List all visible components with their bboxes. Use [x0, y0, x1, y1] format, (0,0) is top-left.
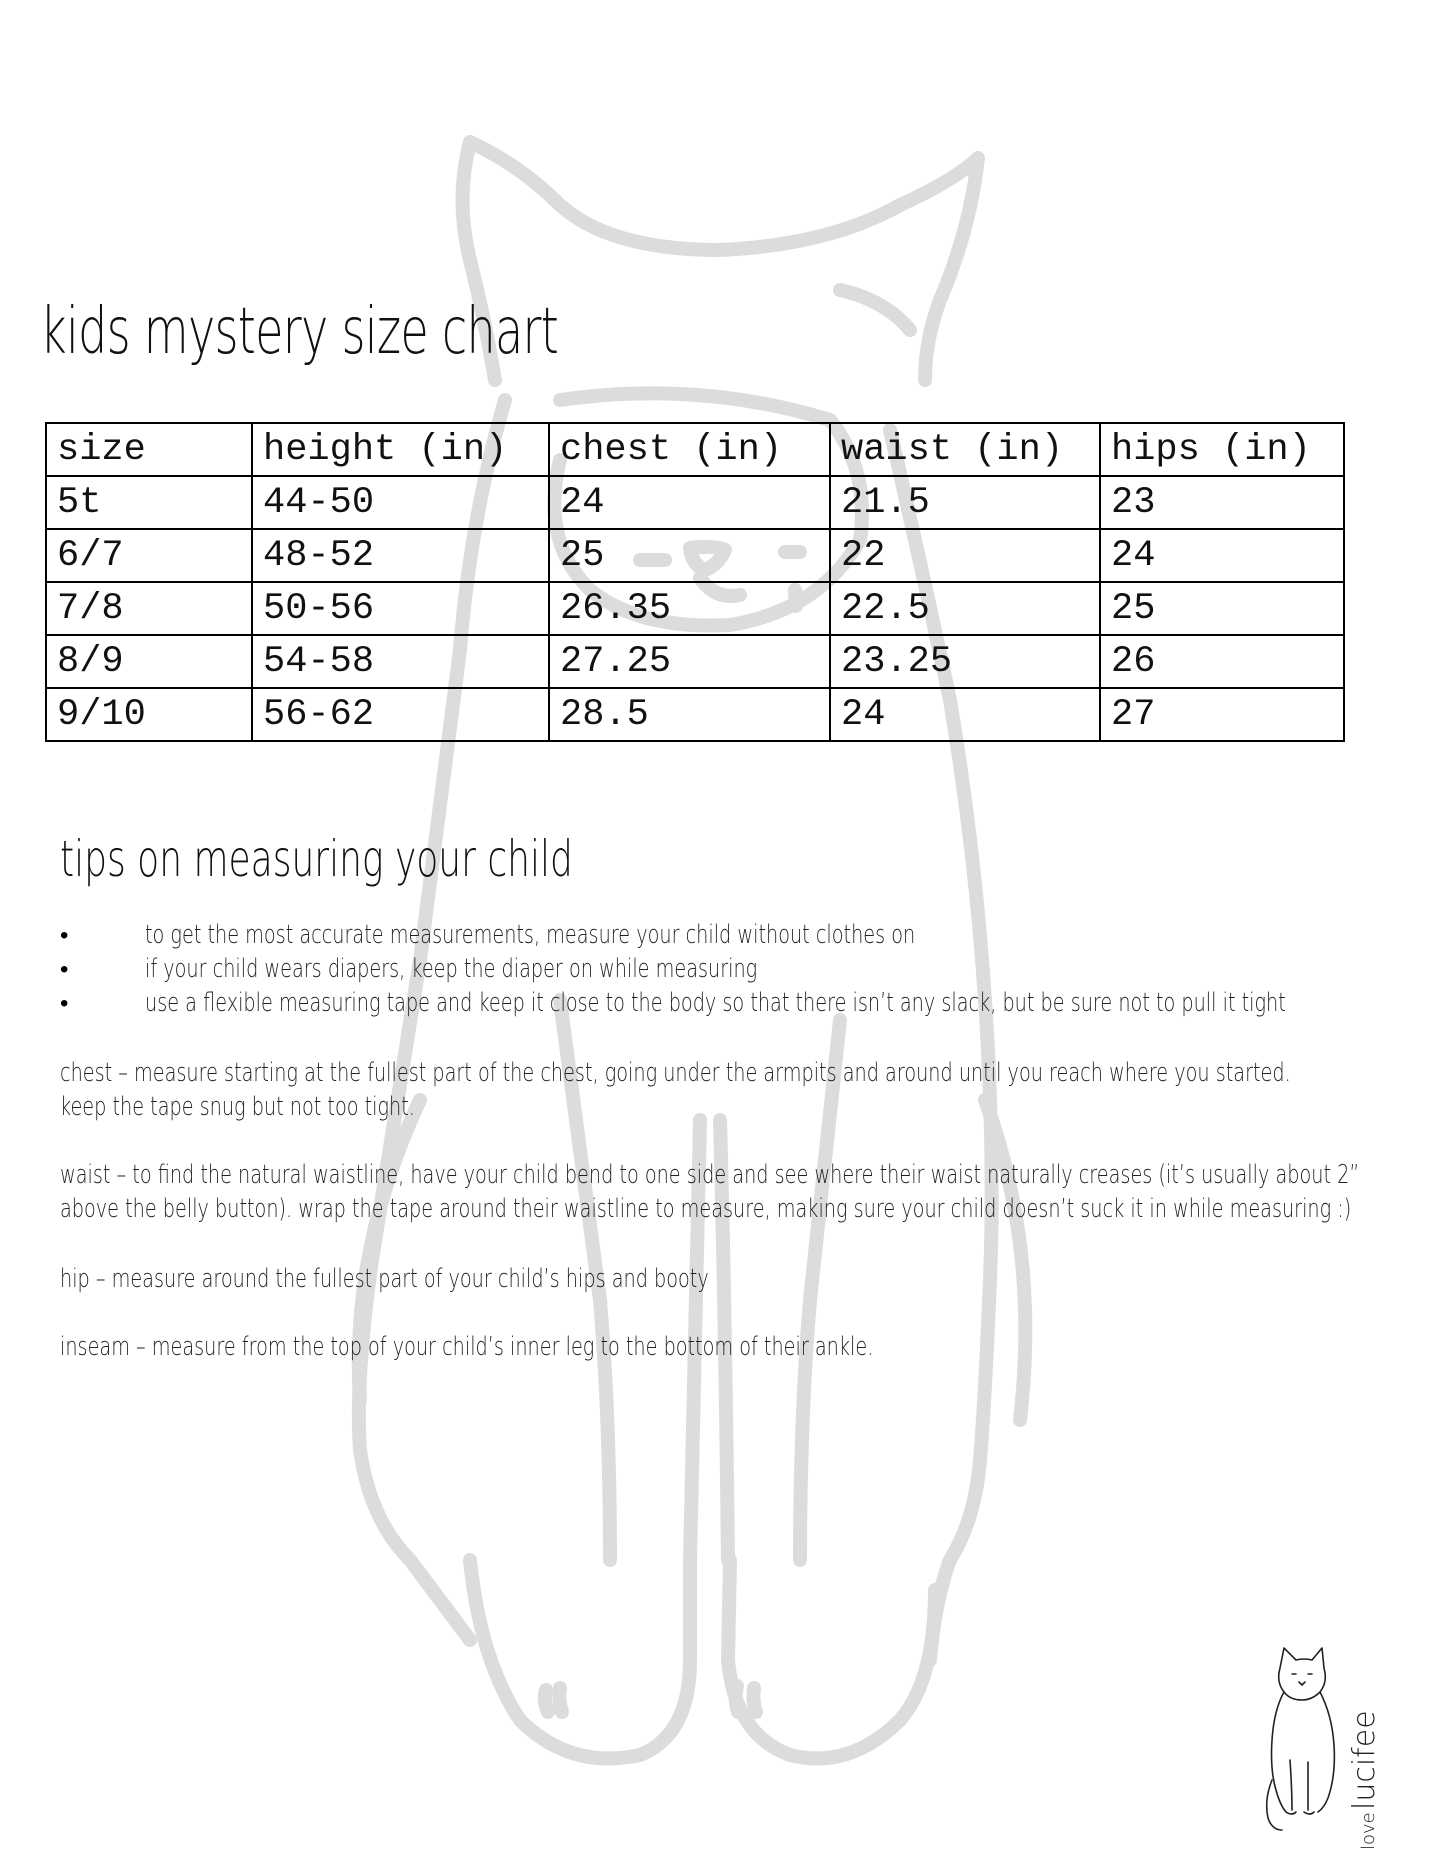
cell-waist: 24 — [830, 688, 1100, 741]
bullet-icon: • — [60, 989, 69, 1017]
tip-text: use a flexible measuring tape and keep it close to the body so that there isn’t any slack, but be sure not to pull it tight — [145, 988, 1286, 1018]
cell-waist: 23.25 — [830, 635, 1100, 688]
table-row — [46, 529, 1344, 582]
cell-waist: 22.5 — [830, 582, 1100, 635]
brand-name-text: lucifee — [1347, 1710, 1382, 1810]
cell-size: 6/7 — [46, 529, 252, 582]
tip-text: to get the most accurate measurements, measure your child without clothes on — [145, 920, 916, 950]
brand-love-text: love — [1358, 1812, 1379, 1850]
table-row — [46, 635, 1344, 688]
chest-line-1: chest – measure starting at the fullest part of the chest, going under the armpits and around until you reach where you started. — [60, 1058, 1291, 1088]
page-title: kids mystery size chart — [40, 295, 559, 369]
cell-height: 50-56 — [252, 582, 549, 635]
brand-logo — [1262, 1640, 1402, 1855]
cell-chest: 27.25 — [549, 635, 830, 688]
waist-line-2: above the belly button). wrap the tape around their waistline to measure, making sure your child doesn’t suck it in while measuring :) — [60, 1194, 1352, 1224]
table-row — [46, 688, 1344, 741]
tip-text: if your child wears diapers, keep the diaper on while measuring — [145, 954, 758, 984]
inseam-instructions — [60, 1330, 1392, 1364]
size-chart-table — [45, 422, 1345, 742]
cell-hips: 27 — [1100, 688, 1344, 741]
table-header-row — [46, 423, 1344, 476]
cell-hips: 24 — [1100, 529, 1344, 582]
bullet-icon: • — [60, 921, 69, 949]
cell-height: 48-52 — [252, 529, 549, 582]
table-row — [46, 582, 1344, 635]
chest-instructions — [60, 1056, 1392, 1124]
cell-height: 54-58 — [252, 635, 549, 688]
header-height: height (in) — [252, 423, 549, 476]
cell-chest: 24 — [549, 476, 830, 529]
cell-size: 8/9 — [46, 635, 252, 688]
header-waist: waist (in) — [830, 423, 1100, 476]
table-row — [46, 476, 1344, 529]
inseam-line: inseam – measure from the top of your child’s inner leg to the bottom of their ankle. — [60, 1332, 874, 1362]
header-size: size — [46, 423, 252, 476]
cell-size: 7/8 — [46, 582, 252, 635]
waist-instructions — [60, 1158, 1392, 1226]
cell-height: 56-62 — [252, 688, 549, 741]
cell-chest: 28.5 — [549, 688, 830, 741]
cell-hips: 26 — [1100, 635, 1344, 688]
header-hips: hips (in) — [1100, 423, 1344, 476]
cell-chest: 25 — [549, 529, 830, 582]
chest-line-2: keep the tape snug but not too tight. — [60, 1092, 415, 1122]
cell-size: 5t — [46, 476, 252, 529]
cat-logo-icon — [1267, 1648, 1335, 1830]
bullet-icon: • — [60, 955, 69, 983]
header-chest: chest (in) — [549, 423, 830, 476]
hip-instructions — [60, 1262, 1392, 1296]
waist-line-1: waist – to find the natural waistline, have your child bend to one side and see where their waist naturally creases (it’s usually about 2” — [60, 1160, 1360, 1190]
cell-waist: 22 — [830, 529, 1100, 582]
hip-line: hip – measure around the fullest part of your child’s hips and booty — [60, 1264, 709, 1294]
cell-hips: 23 — [1100, 476, 1344, 529]
cell-height: 44-50 — [252, 476, 549, 529]
cell-waist: 21.5 — [830, 476, 1100, 529]
cell-size: 9/10 — [46, 688, 252, 741]
cell-hips: 25 — [1100, 582, 1344, 635]
cell-chest: 26.35 — [549, 582, 830, 635]
tips-heading: tips on measuring your child — [60, 830, 573, 888]
